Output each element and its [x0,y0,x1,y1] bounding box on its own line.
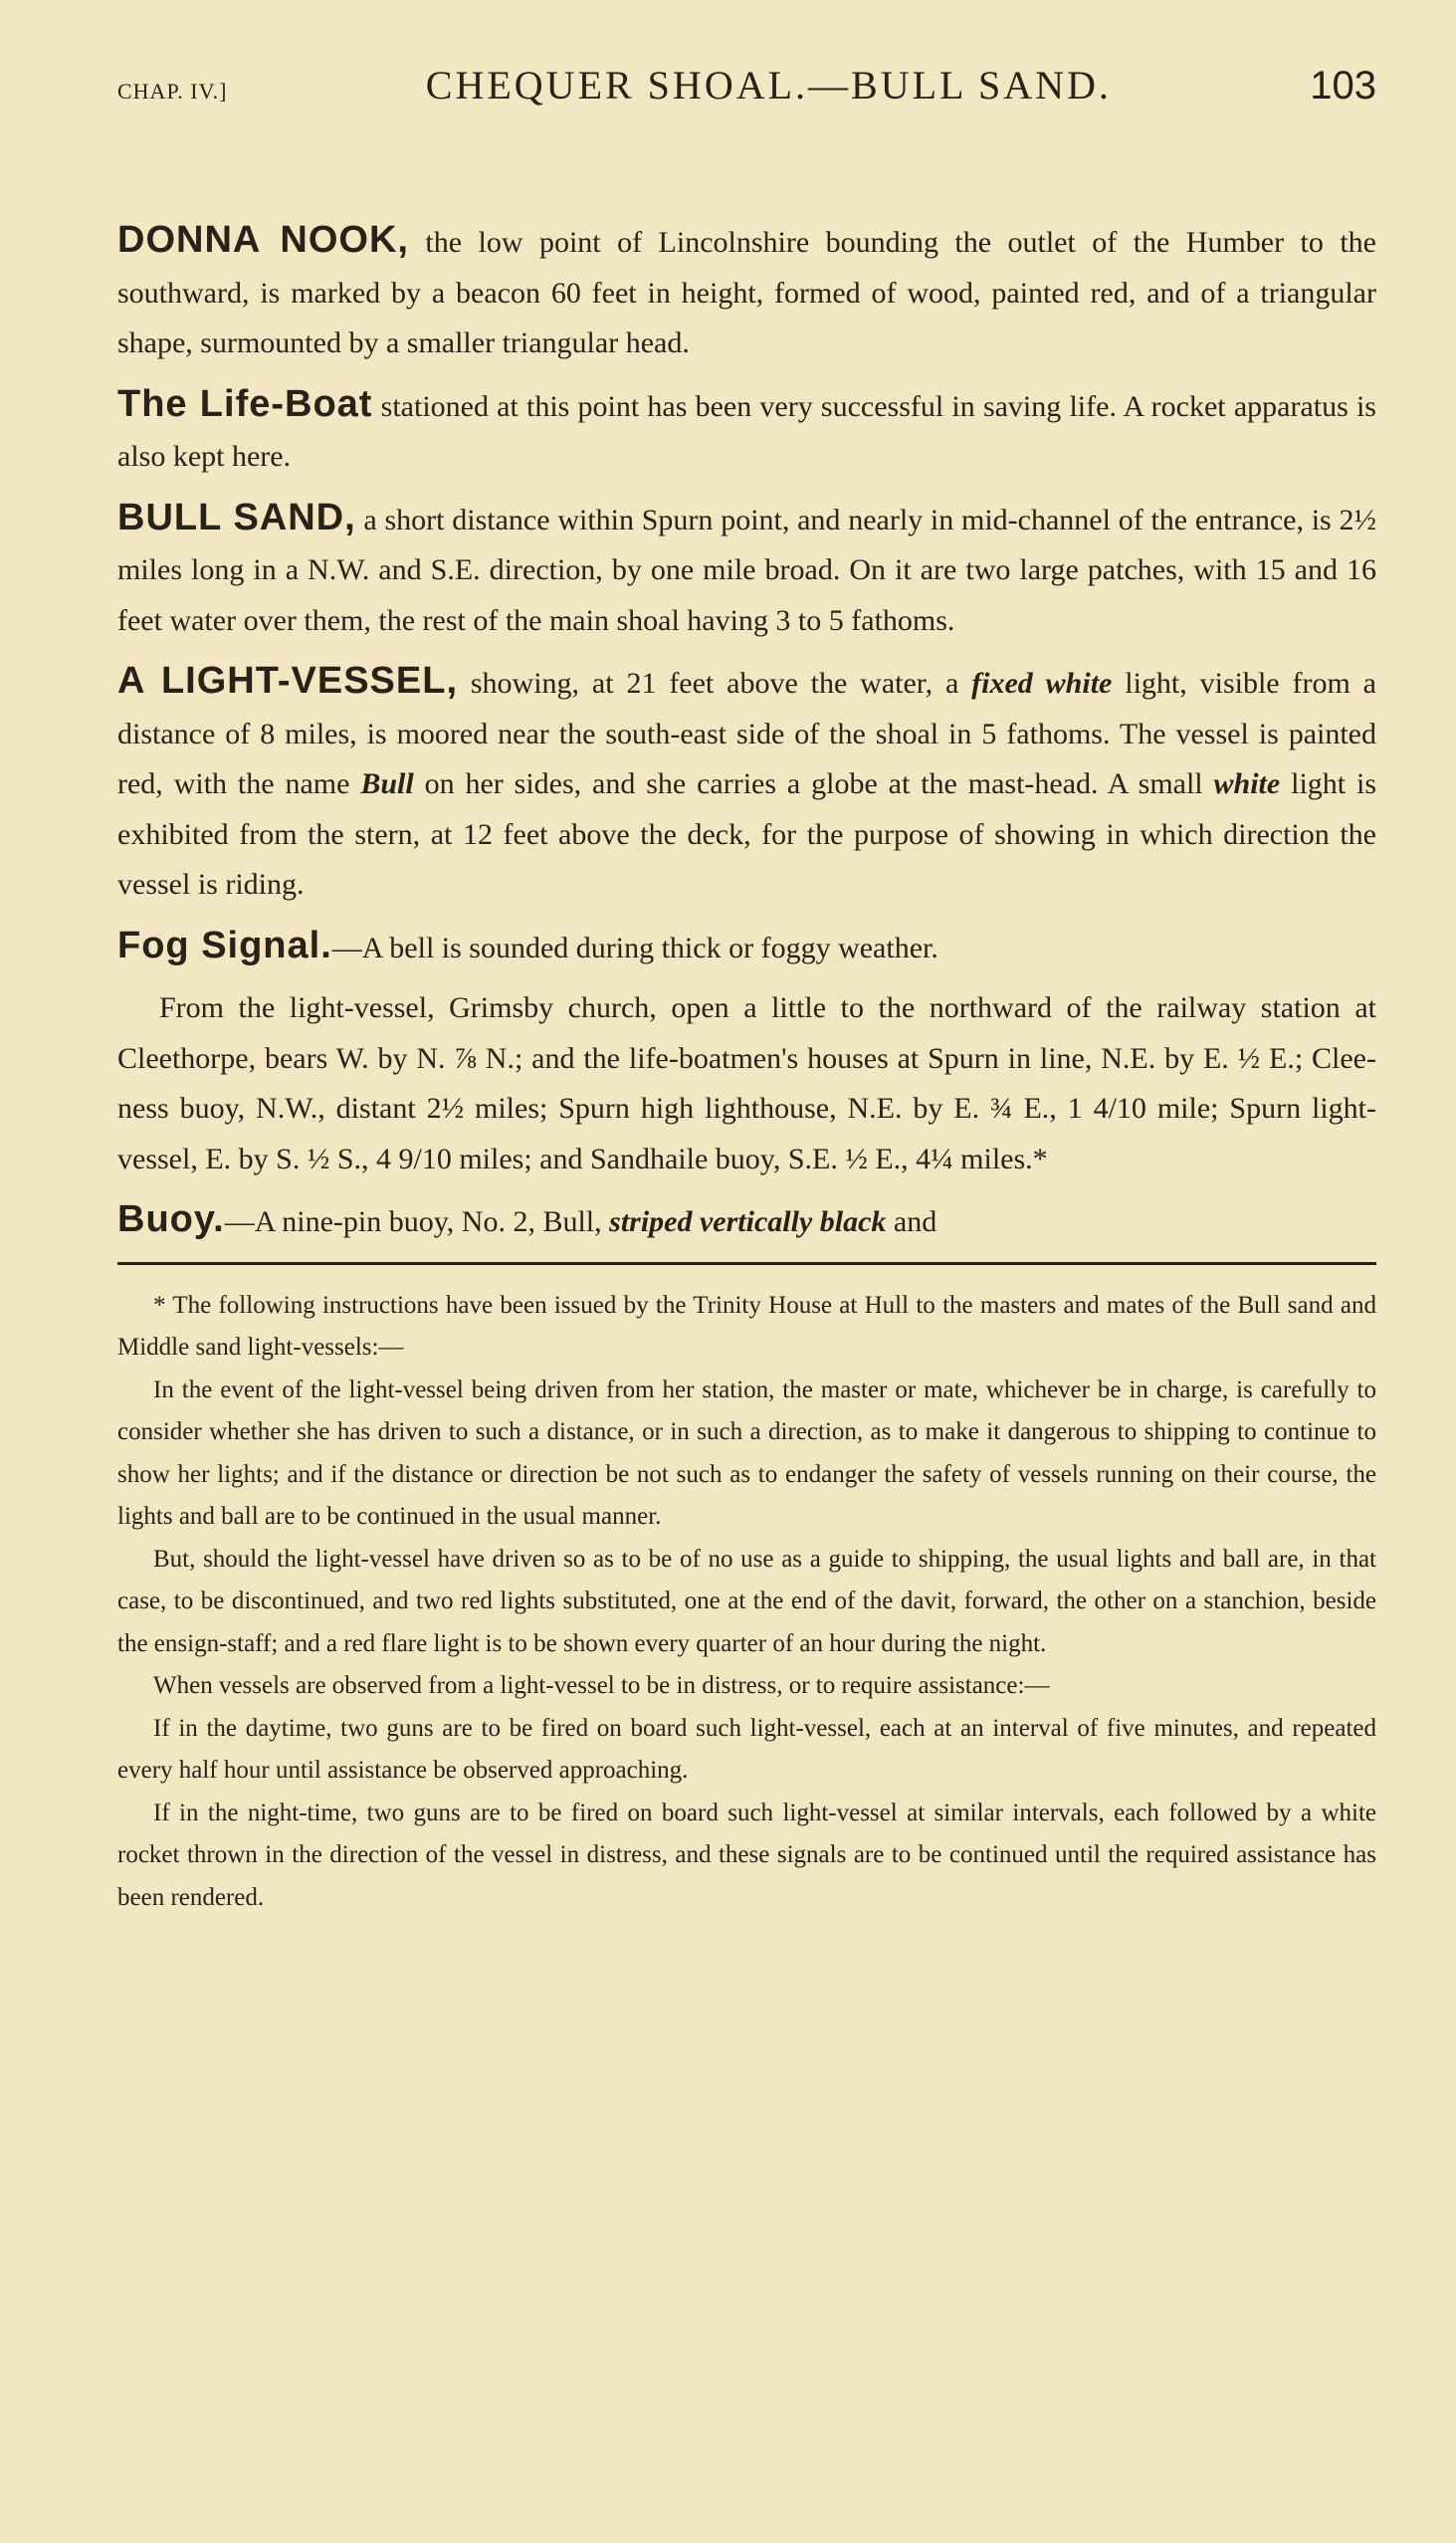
emphasis-text: fixed white [971,667,1113,700]
paragraph-text: —A nine-pin buoy, No. 2, Bull, [224,1205,610,1238]
paragraph-life-boat [117,379,1376,483]
paragraph-lead: DONNA NOOK, [117,219,409,261]
paragraph-text: —A bell is sounded during thick or foggy weather. [331,931,938,964]
footnote-paragraph: When vessels are observed from a light-vessel to be in distress, or to require assistance:— [153,1672,1050,1699]
footnote-paragraph: * The following instructions have been issued by the Trinity House at Hull to the masters and mates of the Bull sand and Middle sand light-vessels:— [117,1291,1376,1361]
paragraph-bearings [117,983,1376,1184]
paragraph-donna-nook [117,215,1376,369]
emphasis-text: striped vertically black [609,1205,887,1238]
footnote-paragraph: But, should the light-vessel have driven so as to be of no use as a guide to shipping, the usual lights and ball are, in that case, to be discontinued, and two red lights substituted, one at the end of the davit, forward, the other on a stanchion, beside the ensign-staff; and a red flare light is to be shown every quarter of an hour during the night. [117,1545,1376,1657]
paragraph-lead: Buoy. [117,1198,225,1240]
footnote-paragraph: If in the night-time, two guns are to be fired on board such light-vessel at similar intervals, each followed by a white rocket thrown in the direction of the vessel in distress, and these signals are to be continued until the required assistance has been rendered. [117,1799,1376,1911]
paragraph-lead: BULL SAND, [117,496,356,538]
paragraph-text: the low point of Lincolnshire bounding the outlet of the Humber to the southward, is marked by a beacon 60 feet in height, formed of wood, painted red, and of a triangular shape, surmounted by a smaller triangular head. [117,226,1376,359]
paragraph-buoy [117,1194,1376,1248]
emphasis-text: Bull [360,767,414,800]
paragraph-text: a short distance within Spurn point, and nearly in mid-channel of the entrance, is 2½ miles long in a N.W. and S.E. direction, by one mile broad. On it are two large patches, with 15 and 16 feet water over them, the rest of the main shoal having 3 to 5 fathoms. [117,503,1376,637]
emphasis-text: white [1213,767,1281,800]
paragraph-text: stationed at this point has been very successful in saving life. A rocket apparatus is also kept here. [117,389,1376,473]
running-head [117,62,1376,119]
paragraph-fog-signal [117,921,1376,974]
paragraph-lead: The Life-Boat [117,382,373,425]
footnote-rule [117,1262,1376,1265]
footnote-paragraph: If in the daytime, two guns are to be fired on board such light-vessel, each at an interval of five minutes, and repeated every half hour until assistance be observed approaching. [117,1714,1376,1784]
paragraph-lead: Fog Signal. [117,924,332,966]
footnote-paragraph: In the event of the light-vessel being driven from her station, the master or mate, whichever be in charge, is carefully to consider whether she has driven to such a distance, or in such a direction, as to make it dangerous to shipping to continue to show her lights; and if the distance or direction be not such as to endanger the safety of vessels running on their course, the lights and ball are to be continued in the usual manner. [117,1376,1376,1530]
running-title: CHEQUER SHOAL.—BULL SAND. [425,63,1112,107]
paragraph-lead: A LIGHT-VESSEL, [117,660,458,702]
paragraph-text: showing, at 21 feet above the water, a [458,667,972,700]
paragraph-text: light is exhibited from the stern, at 12 feet above the deck, for the purpose of showing in which direction the vessel is riding. [117,767,1377,901]
paragraph-light-vessel [117,656,1376,911]
paragraph-text: and [886,1205,937,1238]
chapter-marker: CHAP. IV.] [117,79,228,104]
page-number: 103 [1310,64,1376,107]
footnote [117,1285,1376,1920]
paragraph-bull-sand [117,493,1376,647]
paragraph-text: From the light-vessel, Grimsby church, open a little to the northward of the railway station at Cleethorpe, bears W. by N. ⅞ N.; and the life-boatmen's houses at Spurn in line, N.E. by E. ½ E.; Clee-ness buoy, N.W., distant 2½ miles; Spurn high lighthouse, N.E. by E. ¾ E., 1 4/10 mile; Spurn light-vessel, E. by S. ½ S., 4 9/10 miles; and Sandhaile buoy, S.E. ½ E., 4¼ miles.* [117,991,1376,1175]
paragraph-text: on her sides, and she carries a globe at the mast-head. A small [413,767,1214,800]
paragraph-text: light, visible from a distance of 8 miles, is moored near the south-east side of the shoal in 5 fathoms. The vessel is painted red, with the name [117,667,1376,800]
